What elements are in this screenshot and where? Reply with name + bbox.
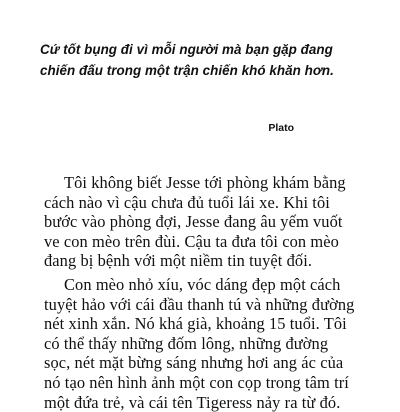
epigraph-line: chiến đấu trong một trận chiến khó khăn hơn. xyxy=(40,63,334,78)
text-line: nó tạo nên hình ảnh một con cọp trong tâm trí xyxy=(44,372,349,392)
text-line: bước vào phòng đợi, Jesse đang âu yếm vuốt xyxy=(44,212,343,232)
text-line: một đứa trẻ, và cái tên Tigeress nảy ra từ đó. xyxy=(44,392,341,412)
epigraph-quote xyxy=(40,39,380,81)
text-line: tuyệt hảo với cái đầu thanh tú và những đường xyxy=(44,294,355,314)
epigraph-attribution: Plato xyxy=(268,122,294,134)
body-text xyxy=(44,173,390,412)
text-line: cách nào vì cậu chưa đủ tuổi lái xe. Khi tôi xyxy=(44,192,330,212)
text-line: có thể thấy những đốm lông, những đường xyxy=(44,333,329,353)
text-line: sọc, nét mặt bừng sáng nhưng hơi ang ác của xyxy=(44,353,344,373)
text-line: ve con mèo trên đùi. Cậu ta đưa tôi con mèo xyxy=(44,231,339,251)
text-line: Con mèo nhỏ xíu, vóc dáng đẹp một cách xyxy=(64,274,341,294)
epigraph-line: Cứ tốt bụng đi vì mỗi người mà bạn gặp đang xyxy=(40,42,333,57)
text-line: đang bị bệnh với một niềm tin tuyệt đối. xyxy=(44,251,313,271)
text-line: Tôi không biết Jesse tới phòng khám bằng xyxy=(64,173,346,192)
paragraph xyxy=(44,173,390,271)
text-line: nét xinh xắn. Nó khá già, khoảng 15 tuổi. Tôi xyxy=(44,314,347,334)
paragraph xyxy=(44,275,390,412)
